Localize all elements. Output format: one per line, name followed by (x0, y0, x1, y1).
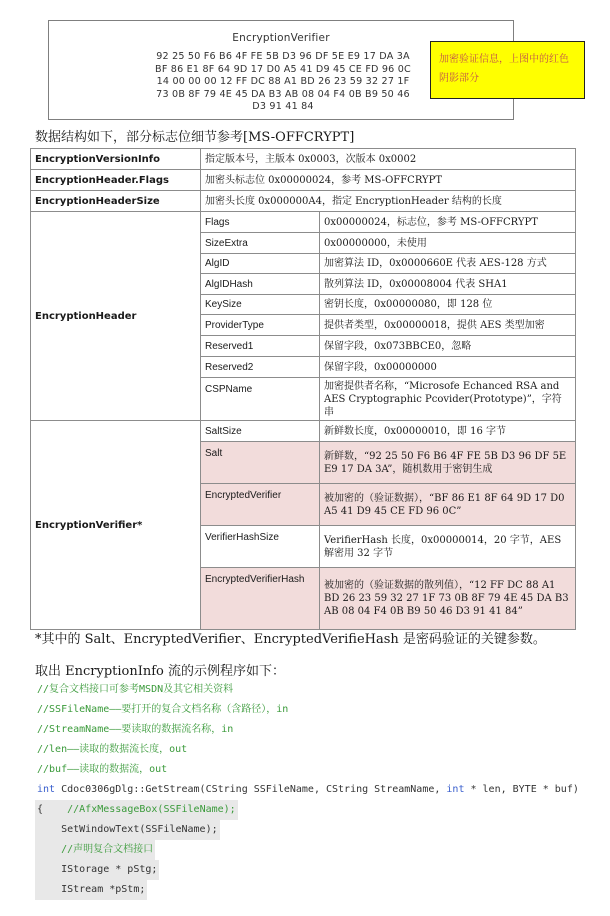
subfield-name: KeySize (201, 295, 320, 315)
subfield-name: SizeExtra (201, 233, 320, 254)
code-brace: { (37, 804, 44, 815)
subfield-desc: 散列算法 ID，0x00008004 代表 SHA1 (320, 274, 576, 295)
figure-callout-note: 加密验证信息，上图中的红色阴影部分 (430, 41, 585, 99)
subfield-name: AlgIDHash (201, 274, 320, 295)
subfield-name: Salt (201, 442, 320, 484)
table-row (31, 149, 576, 170)
code-comment: //SSFileName——要打开的复合文档名称（含路径），in (37, 704, 289, 715)
field-desc: 加密头长度 0x000000A4，指定 EncryptionHeader 结构的长度 (201, 191, 576, 212)
code-line (35, 840, 595, 860)
hex-line: D3 91 41 84 (252, 101, 314, 113)
subfield-desc: 0x00000000，未使用 (320, 233, 576, 254)
hex-line: BF 86 E1 8F 64 9D 17 D0 A5 41 D9 45 CE FD 96 0C (155, 63, 411, 75)
structure-intro: 数据结构如下，部分标志位细节参考[MS-OFFCRYPT] (35, 130, 355, 145)
subfield-name: VerifierHashSize (201, 526, 320, 568)
subfield-name: Reserved1 (201, 336, 320, 357)
code-text: IStorage * pStg; (35, 860, 159, 880)
subfield-desc: 提供者类型，0x00000018，提供 AES 类型加密 (320, 315, 576, 336)
subfield-desc: VerifierHash 长度，0x00000014，20 字节，AES 解密用 32 字节 (320, 526, 576, 568)
code-line (35, 860, 595, 880)
code-text: IStream *pStm; (35, 880, 147, 900)
figure-hex-block (131, 51, 435, 114)
sample-intro: 取出 EncryptionInfo 流的示例程序如下： (35, 664, 286, 679)
subfield-desc: 密钥长度，0x00000080，即 128 位 (320, 295, 576, 315)
table-row (31, 421, 576, 442)
code-text: Cdoc0306gDlg::GetStream(CString SSFileName, CString StreamName, (55, 784, 447, 795)
code-comment: //len——读取的数据流长度，out (37, 744, 188, 755)
subfield-desc: 加密算法 ID，0x0000660E 代表 AES-128 方式 (320, 254, 576, 274)
structure-table (30, 148, 576, 630)
code-comment: //buf——读取的数据流，out (37, 764, 168, 775)
subfield-desc: 加密提供者名称，“Microsofe Echanced RSA and AES Cryptographic Pcovider(Prototype)”，字符串 (320, 378, 576, 421)
group-name: EncryptionHeader (31, 212, 201, 421)
subfield-desc: 保留字段，0x073BBCE0，忽略 (320, 336, 576, 357)
code-text: SetWindowText(SSFileName); (35, 820, 220, 840)
table-row (31, 212, 576, 233)
hex-line: 14 00 00 00 12 FF DC 88 A1 BD 26 23 59 32 27 1F (156, 76, 410, 88)
subfield-name: EncryptedVerifierHash (201, 568, 320, 630)
code-line (35, 820, 595, 840)
subfield-name: SaltSize (201, 421, 320, 442)
hex-line: 92 25 50 F6 B6 4F FE 5B D3 96 DF 5E E9 17 DA 3A (156, 51, 410, 62)
subfield-desc: 保留字段，0x00000000 (320, 357, 576, 378)
field-desc: 加密头标志位 0x00000024，参考 MS-OFFCRYPT (201, 170, 576, 191)
code-line (35, 760, 595, 780)
table-row (31, 170, 576, 191)
hex-line: 73 0B 8F 79 4E 45 DA B3 AB 08 04 F4 0B B9 50 46 (156, 88, 410, 100)
code-line (35, 880, 595, 900)
code-comment: //AfxMessageBox(SSFileName); (43, 804, 236, 815)
subfield-desc: 新鲜数，“92 25 50 F6 B6 4F FE 5B D3 96 DF 5E E9 17 DA 3A”，随机数用于密钥生成 (320, 442, 576, 484)
field-name: EncryptionVersionInfo (31, 149, 201, 170)
field-name: EncryptionHeaderSize (31, 191, 201, 212)
code-line (35, 700, 595, 720)
subfield-name: Flags (201, 212, 320, 233)
subfield-name: Reserved2 (201, 357, 320, 378)
code-line (35, 720, 595, 740)
figure-title: EncryptionVerifier (232, 32, 330, 44)
code-line (35, 800, 595, 820)
code-listing (35, 680, 595, 900)
code-line (35, 780, 595, 800)
code-comment: //StreamName——要读取的数据流名称，in (37, 724, 234, 735)
subfield-desc: 0x00000024，标志位，参考 MS-OFFCRYPT (320, 212, 576, 233)
group-name: EncryptionVerifier* (31, 421, 201, 630)
subfield-name: AlgID (201, 254, 320, 274)
code-keyword: int (446, 784, 465, 795)
subfield-name: ProviderType (201, 315, 320, 336)
code-comment: //声明复合文档接口 (35, 840, 155, 860)
code-keyword: int (37, 784, 56, 795)
subfield-name: EncryptedVerifier (201, 484, 320, 526)
subfield-desc: 被加密的（验证数据的散列值），“12 FF DC 88 A1 BD 26 23 59 32 27 1F 73 0B 8F 79 4E 45 DA B3 AB 08 04 F4 0B B9 50 46 D3 91 41 84” (320, 568, 576, 630)
footnote: *其中的 Salt、EncryptedVerifier、EncryptedVerifieHash 是密码验证的关键参数。 (35, 632, 546, 647)
field-desc: 指定版本号，主版本 0x0003，次版本 0x0002 (201, 149, 576, 170)
subfield-desc: 被加密的（验证数据），“BF 86 E1 8F 64 9D 17 D0 A5 41 D9 45 CE FD 96 0C” (320, 484, 576, 526)
subfield-desc: 新鲜数长度，0x00000010，即 16 字节 (320, 421, 576, 442)
code-text: * len, BYTE * buf) (464, 784, 579, 795)
subfield-name: CSPName (201, 378, 320, 421)
field-name: EncryptionHeader.Flags (31, 170, 201, 191)
code-line (35, 740, 595, 760)
table-row (31, 191, 576, 212)
code-comment: //复合文档接口可参考MSDN及其它相关资料 (37, 684, 234, 695)
code-line (35, 680, 595, 700)
